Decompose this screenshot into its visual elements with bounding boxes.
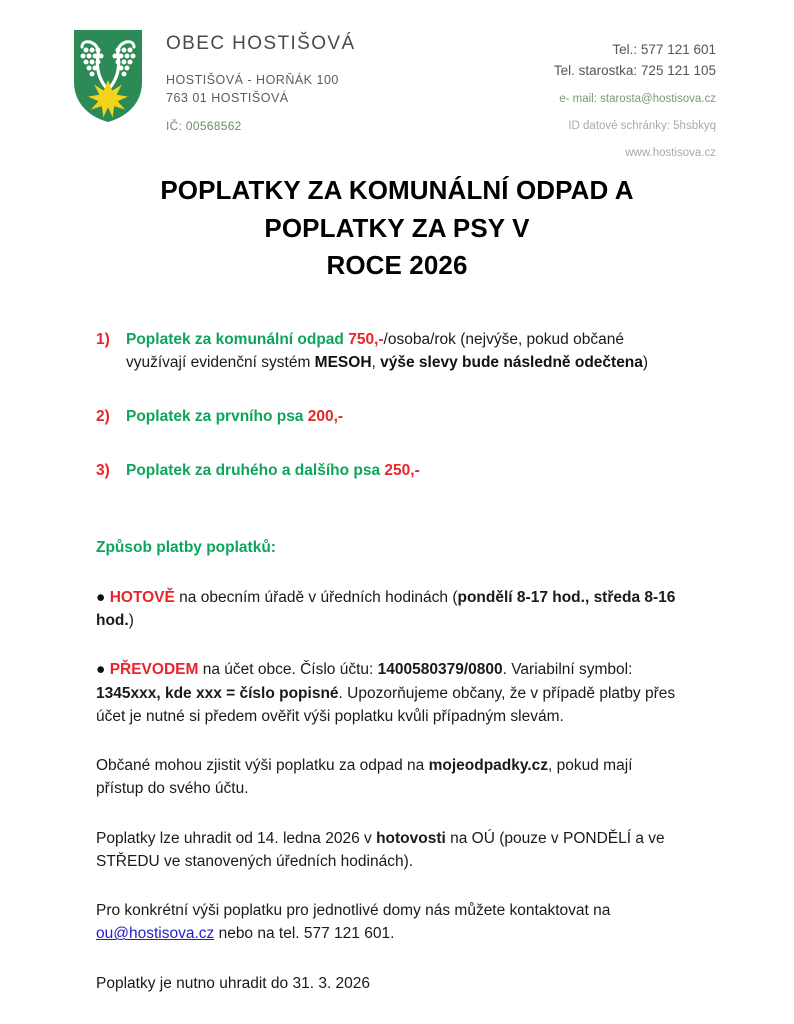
phone-mayor: Tel. starostka: 725 121 105	[553, 62, 716, 78]
fee-number: 1)	[96, 331, 110, 349]
databox-id: ID datové schránky: 5hsbkyq	[568, 120, 716, 133]
fee-amount: 200,-	[307, 407, 344, 425]
payment-cash-hours: pondělí 8-17 hod., středa 8-16 hod.	[96, 588, 676, 629]
fee-note-a: /osoba/rok (nejvýše, pokud občané využívají evidenční systém	[126, 331, 624, 371]
email-address: e- mail: starosta@hostisova.cz	[559, 92, 716, 105]
brand-block	[72, 28, 356, 133]
fee-number: 2)	[96, 407, 110, 425]
bullet-icon: ●	[96, 588, 106, 606]
payment-method-label: HOTOVĚ	[109, 588, 175, 606]
page-title	[0, 172, 794, 285]
title-line-1: POPLATKY ZA KOMUNÁLNÍ ODPAD A	[160, 175, 634, 205]
portal-name: mojeodpadky.cz	[428, 757, 549, 774]
fee-note-bold-b: výše slevy bude následně odečtena	[380, 354, 643, 371]
fee-amount: 750,-	[348, 331, 384, 349]
fee-number: 3)	[96, 461, 110, 479]
website-url: www.hostisova.cz	[625, 147, 716, 160]
payment-cash-text-a: na obecním úřadě v úředních hodinách (	[174, 588, 458, 606]
schedule-text-a: Poplatky lze uhradit od 14. ledna 2026 v	[96, 829, 377, 847]
payment-method-label: PŘEVODEM	[109, 661, 199, 679]
fee-note-c: )	[642, 354, 649, 371]
fee-note-b: ,	[371, 354, 381, 371]
document-body	[0, 329, 794, 995]
organization-name: OBEC HOSTIŠOVÁ	[166, 33, 356, 54]
organization-ico: IČ: 00568562	[166, 119, 242, 134]
payment-transfer-text-b: . Variabilní symbol:	[502, 661, 633, 679]
list-item	[96, 406, 684, 429]
contact-text-a: Pro konkrétní výši poplatku pro jednotlivé domy nás můžete kontaktovat na	[96, 902, 611, 919]
fee-amount: 250,-	[384, 461, 420, 479]
phone-main: Tel.: 577 121 601	[612, 42, 716, 57]
payment-cash-text-b: )	[128, 612, 134, 629]
fee-label: Poplatek za prvního psa	[126, 407, 308, 425]
address-line-1: HOSTIŠOVÁ - HORŇÁK 100	[166, 72, 339, 87]
payment-transfer-text-c: . Upozorňujeme občany, že v případě platby přes účet je nutné si předem ověřit výši poplatku kvůli případným slevám.	[96, 684, 676, 725]
address-line-2: 763 01 HOSTIŠOVÁ	[166, 91, 289, 106]
organization-address	[166, 71, 356, 107]
list-item	[96, 460, 684, 483]
note-contact	[96, 899, 684, 946]
schedule-text-b: na OÚ (pouze v PONDĚLÍ a ve STŘEDU ve stanovených úředních hodinách).	[96, 829, 665, 870]
schedule-bold: hotovosti	[376, 829, 446, 847]
bullet-icon: ●	[96, 661, 106, 679]
fee-label: Poplatek za druhého a dalšího psa	[126, 461, 385, 479]
brand-text	[166, 28, 356, 133]
payment-method-transfer	[96, 658, 684, 728]
contact-block	[554, 28, 716, 163]
title-line-2: POPLATKY ZA PSY V	[264, 212, 530, 243]
coat-of-arms-icon	[72, 28, 144, 124]
contact-text-b: nebo na tel. 577 121 601.	[214, 925, 395, 943]
bank-account-number: 1400580379/0800	[377, 661, 503, 679]
note-mojeodpadky	[96, 754, 684, 801]
list-item	[96, 329, 684, 375]
fee-list	[96, 329, 684, 483]
fee-label: Poplatek za komunální odpad	[126, 331, 349, 349]
note-schedule	[96, 827, 684, 874]
note-text-a: Občané mohou zjistit výši poplatku za odpad na	[96, 757, 429, 774]
payment-method-cash	[96, 586, 684, 633]
payment-transfer-text-a: na účet obce. Číslo účtu:	[198, 661, 378, 679]
payment-deadline: Poplatky je nutno uhradit do 31. 3. 2026	[96, 974, 371, 992]
fee-note-bold-a: MESOH	[314, 354, 372, 371]
note-text-b: , pokud mají přístup do svého účtu.	[96, 757, 633, 798]
payment-section-heading: Způsob platby poplatků:	[96, 538, 276, 556]
email-link[interactable]: ou@hostisova.cz	[96, 925, 215, 943]
letterhead	[0, 0, 794, 160]
title-line-3: ROCE 2026	[326, 250, 468, 281]
variable-symbol: 1345xxx, kde xxx = číslo popisné	[96, 684, 339, 702]
